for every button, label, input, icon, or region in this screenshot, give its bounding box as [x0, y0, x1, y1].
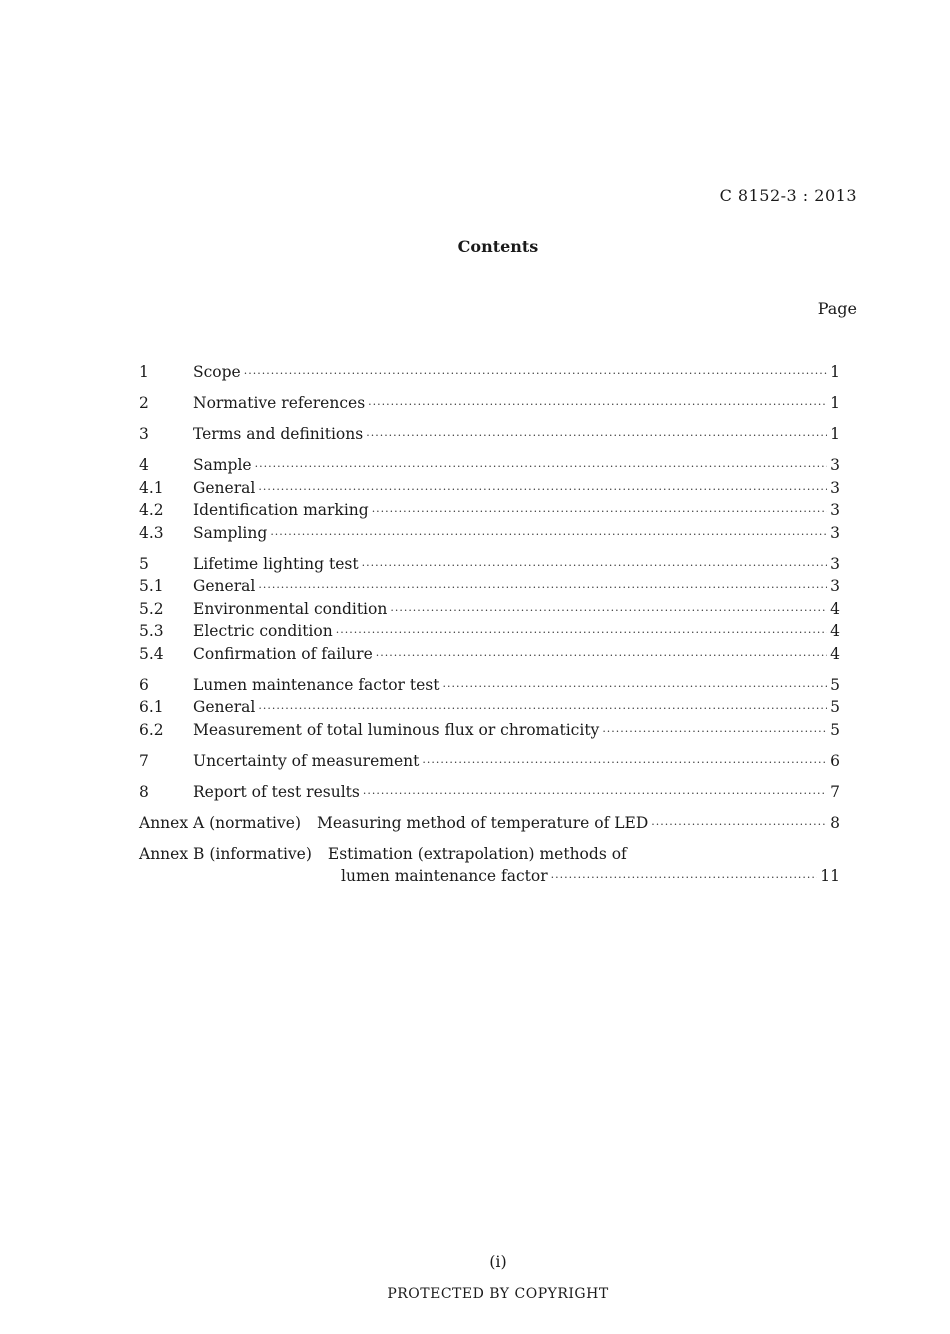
annex-b-label: Annex B (informative) [139, 844, 312, 863]
toc-entry [139, 620, 840, 643]
page-column-label: Page [817, 299, 857, 318]
dot-leader [255, 456, 828, 479]
toc-entry-page: 3 [830, 554, 840, 573]
toc-entry [139, 522, 840, 545]
dot-leader [362, 555, 828, 578]
toc-entry-title: Sample [193, 456, 252, 474]
toc-entry-page: 3 [830, 523, 840, 542]
toc-entry-title: Normative references [193, 394, 366, 412]
annex-a-title: Measuring method of temperature of LED [317, 813, 649, 832]
toc-entry-title: Confirmation of failure [193, 644, 373, 663]
dot-leader [258, 479, 827, 502]
toc-entry [139, 696, 840, 719]
toc-entry-title: Identification marking [193, 501, 369, 519]
toc-entry-title: General [193, 478, 256, 497]
toc-entry-number: 5.2 [139, 599, 164, 618]
toc-entry-title: Terms and definitions [193, 425, 364, 443]
toc-entry-number: 5 [139, 554, 149, 573]
dot-leader [390, 600, 827, 623]
toc-entry-page: 7 [830, 782, 840, 801]
toc-entry-title: Uncertainty of measurement [193, 751, 420, 770]
toc-entry-title: Scope [193, 363, 241, 381]
toc-entry [139, 454, 840, 477]
annex-b-title-line2: lumen maintenance factor [341, 867, 548, 885]
dot-leader [368, 394, 827, 417]
toc-entry [139, 575, 840, 598]
toc-annex-entry-continuation [139, 865, 840, 888]
toc-entry-page: 3 [830, 456, 840, 474]
toc-entry-number: 4 [139, 456, 149, 474]
dot-leader [366, 425, 827, 448]
toc-entry-number: 2 [139, 394, 149, 412]
document-id: C 8152-3 : 2013 [719, 186, 857, 205]
dot-leader [244, 363, 827, 386]
toc-entry-number: 5.3 [139, 622, 164, 640]
toc-entry [139, 643, 840, 666]
dot-leader [363, 783, 827, 806]
annex-b-title-line1: Estimation (extrapolation) methods of [327, 844, 627, 863]
toc-entry-title: General [193, 698, 256, 716]
toc-entry-page: 3 [830, 577, 840, 595]
toc-entry-number: 4.3 [139, 523, 164, 542]
toc-entry-title: General [193, 577, 256, 595]
page-number: (i) [489, 1252, 507, 1271]
toc-entry-page: 4 [830, 644, 840, 663]
toc-entry [139, 477, 840, 500]
toc-entry-page: 3 [830, 501, 840, 519]
toc-entry [139, 423, 840, 446]
toc-entry [139, 781, 840, 804]
toc-entry-number: 5.4 [139, 644, 164, 663]
toc-entry-number: 8 [139, 782, 149, 801]
toc-entry [139, 674, 840, 697]
toc-entry-page: 6 [830, 751, 840, 770]
dot-leader [372, 501, 827, 524]
toc-entry-number: 1 [139, 363, 149, 381]
toc-entry-number: 7 [139, 751, 149, 770]
dot-leader [258, 577, 827, 600]
toc-entry [139, 750, 840, 773]
toc-entry [139, 598, 840, 621]
dot-leader [270, 524, 827, 547]
toc-entry-page: 5 [830, 720, 840, 739]
toc-entry-page: 1 [830, 425, 840, 443]
toc-entry [139, 361, 840, 384]
toc-entry-title: Measurement of total luminous flux or chromaticity [193, 720, 600, 739]
toc-entry-page: 4 [830, 622, 840, 640]
dot-leader [258, 698, 827, 721]
dot-leader [551, 867, 818, 890]
dot-leader [422, 752, 827, 775]
table-of-contents [139, 361, 840, 888]
dot-leader [336, 622, 827, 645]
annex-a-label: Annex A (normative) [139, 813, 301, 832]
contents-heading: Contents [457, 237, 539, 256]
toc-entry-title: Environmental condition [193, 599, 388, 618]
toc-annex-entry [139, 812, 840, 835]
toc-entry-page: 3 [830, 478, 840, 497]
toc-entry-number: 3 [139, 425, 149, 443]
toc-entry-number: 6.1 [139, 698, 164, 716]
toc-entry [139, 499, 840, 522]
copyright-notice: PROTECTED BY COPYRIGHT [387, 1286, 609, 1302]
toc-annex-entry [139, 843, 840, 866]
toc-entry-number: 4.1 [139, 478, 164, 497]
toc-entry-number: 4.2 [139, 501, 164, 519]
toc-entry [139, 719, 840, 742]
annex-a-page: 8 [830, 813, 840, 832]
toc-entry [139, 553, 840, 576]
toc-entry-number: 5.1 [139, 577, 164, 595]
toc-entry-number: 6.2 [139, 720, 164, 739]
dot-leader [651, 814, 827, 837]
toc-entry-page: 1 [830, 363, 840, 381]
toc-entry-title: Sampling [193, 523, 268, 542]
annex-b-page: 11 [820, 867, 840, 885]
toc-entry-page: 5 [830, 698, 840, 716]
toc-entry-title: Electric condition [193, 622, 333, 640]
toc-entry-title: Report of test results [193, 782, 360, 801]
toc-entry-page: 5 [830, 675, 840, 694]
toc-entry-page: 4 [830, 599, 840, 618]
dot-leader [602, 721, 827, 744]
toc-entry-title: Lumen maintenance factor test [193, 675, 440, 694]
dot-leader [376, 645, 827, 668]
dot-leader [442, 676, 827, 699]
toc-entry-number: 6 [139, 675, 149, 694]
toc-entry [139, 392, 840, 415]
toc-entry-page: 1 [830, 394, 840, 412]
toc-entry-title: Lifetime lighting test [193, 554, 359, 573]
